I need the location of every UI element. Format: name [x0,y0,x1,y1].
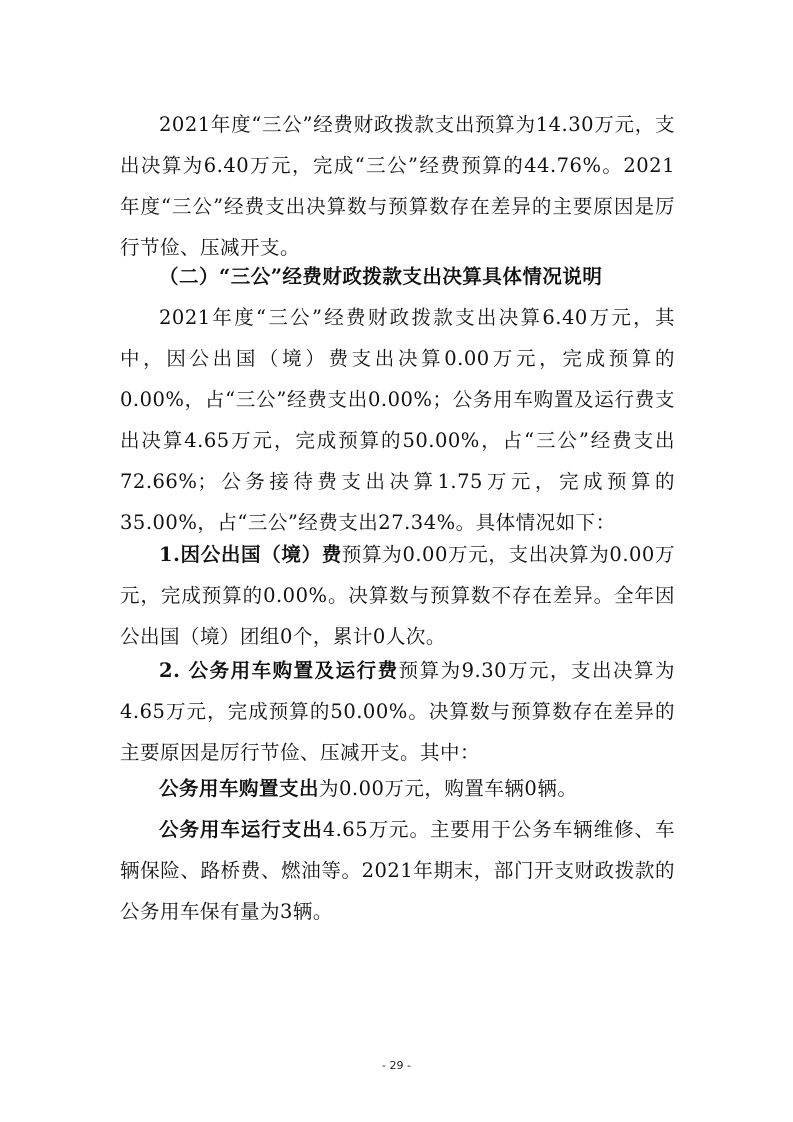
paragraph-vehicle-purchase [120,768,675,809]
section-heading: （二）“三公”经费财政拨款支出决算具体情况说明 [159,265,603,288]
paragraph-text: 为0.00万元，购置车辆0辆。 [319,777,578,800]
paragraph-lead: 2. 公务用车购置及运行费 [159,659,399,682]
paragraph-text: 预算为0.00万元，支出决算为0.00万元，完成预算的0.00%。决算数与预算数不存在差异。全年因公出国（境）团组0个，累计0人次。 [120,543,676,648]
paragraph-expenditure-detail [120,297,675,543]
paragraph-lead: 公务用车运行支出 [159,818,323,841]
paragraph-text: 4.65万元。主要用于公务车辆维修、车辆保险、路桥费、燃油等。2021年期末，部门开支财政拨款的公务用车保有量为3辆。 [120,818,675,923]
paragraph-vehicle-costs [120,650,675,773]
paragraph-budget-summary [120,104,675,268]
paragraph-lead: 1.因公出国（境）费 [159,543,342,566]
paragraph-text: 2021年度“三公”经费财政拨款支出预算为14.30万元，支出决算为6.40万元，完成“三公”经费预算的44.76%。2021年度“三公”经费支出决算数与预算数存在差异的主要原因是厉行节俭、压减开支。 [120,113,675,259]
paragraph-overseas-travel [120,534,675,657]
page-number: - 29 - [382,1059,411,1072]
paragraph-vehicle-operation [120,809,675,932]
paragraph-lead: 公务用车购置支出 [159,777,320,800]
paragraph-text: 预算为9.30万元，支出决算为4.65万元，完成预算的50.00%。决算数与预算数存在差异的主要原因是厉行节俭、压减开支。其中： [120,659,675,764]
paragraph-text: 2021年度“三公”经费财政拨款支出决算6.40万元，其中，因公出国（境）费支出决算0.00万元，完成预算的0.00%，占“三公”经费支出0.00%；公务用车购置及运行费支出决算4.65万元，完成预算的50.00%，占“三公”经费支出72.66%；公务接待费支出决算1.75万元，完成预算的35.00%，占“三公”经费支出27.34%。具体情况如下： [120,306,675,534]
